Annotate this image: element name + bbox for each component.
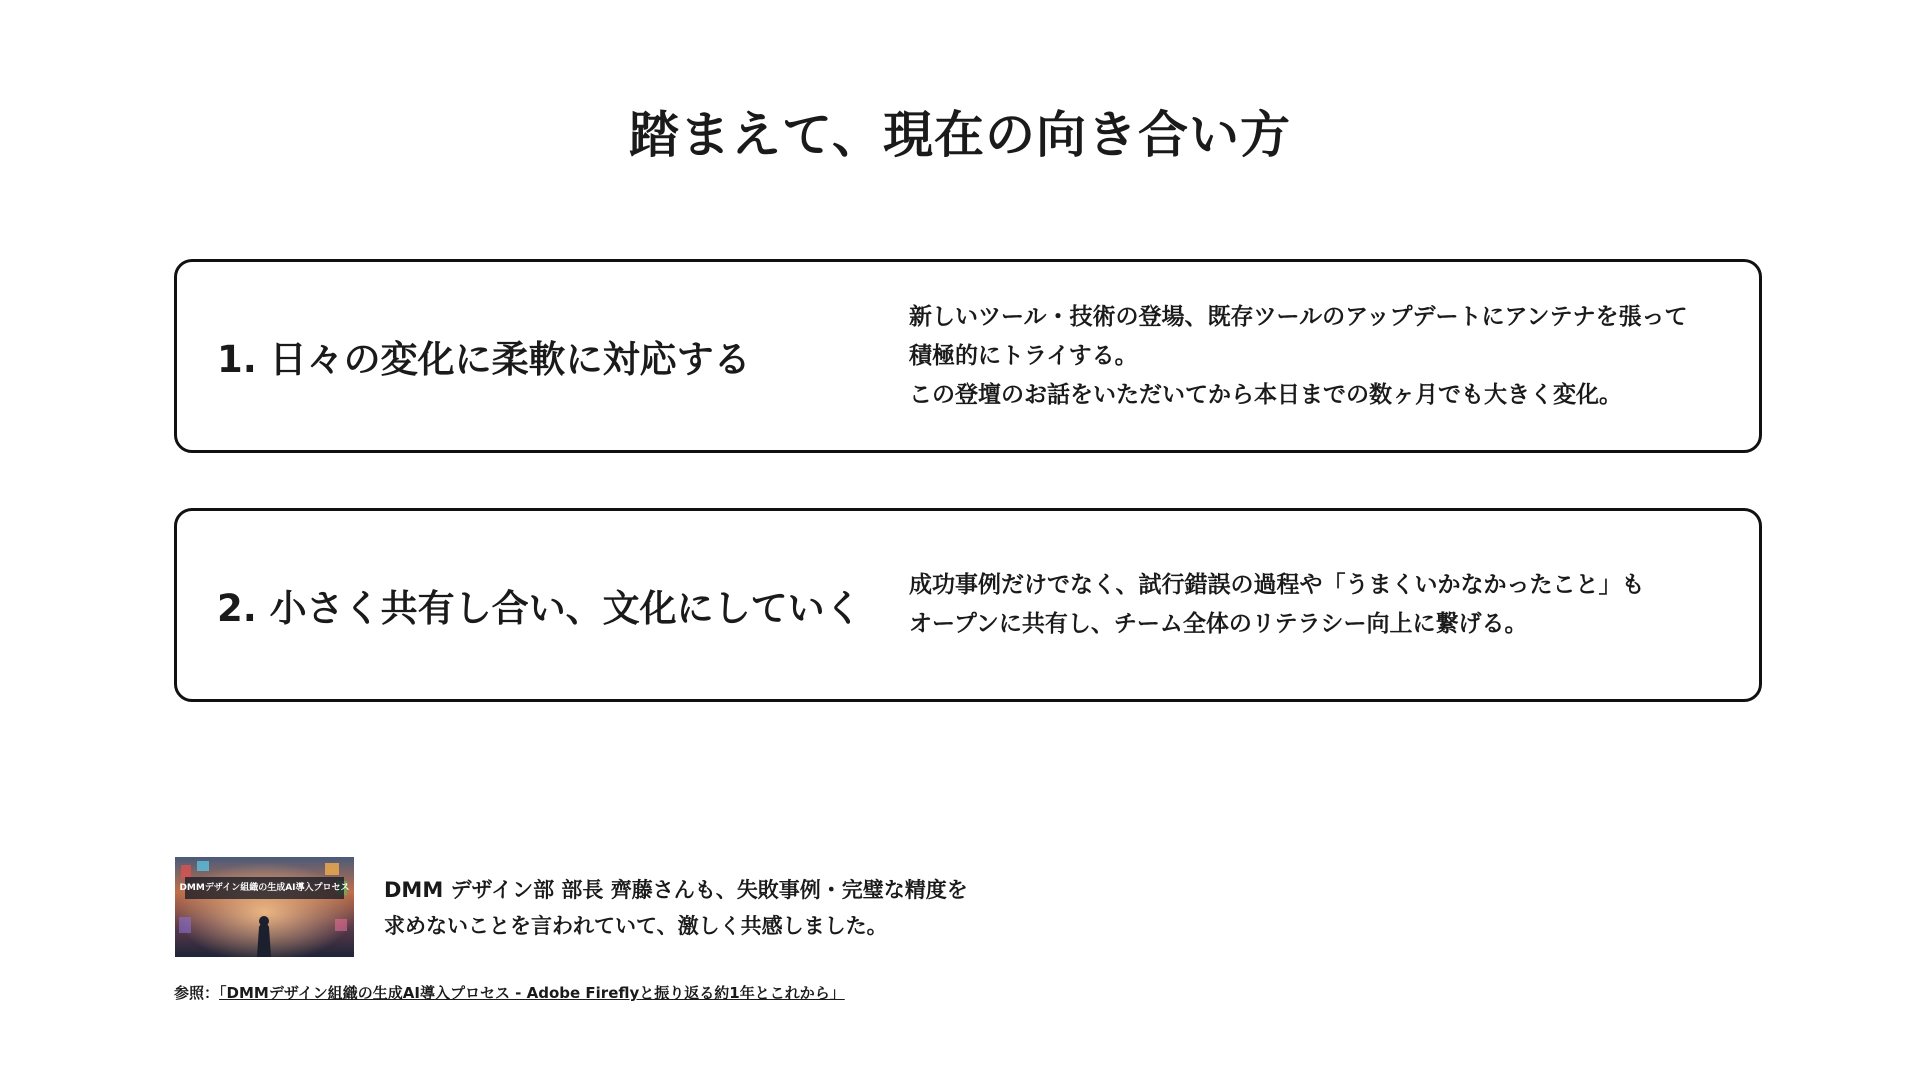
point-heading-1: 1. 日々の変化に柔軟に対応する	[217, 338, 751, 381]
description-line: 新しいツール・技術の登場、既存ツールのアップデートにアンテナを張って	[909, 303, 1688, 330]
reference-citation	[174, 982, 845, 1003]
point-card-1	[174, 259, 1762, 453]
point-heading-2: 2. 小さく共有し合い、文化にしていく	[217, 587, 862, 630]
description-line: 成功事例だけでなく、試行錯誤の過程や「うまくいかなかったこと」も	[909, 572, 1645, 598]
slide-title: 踏まえて、現在の向き合い方	[629, 106, 1291, 164]
thumbnail-illustration	[175, 857, 354, 957]
point-description-2	[909, 511, 1739, 699]
thumbnail-caption: DMMデザイン組織の生成AI導入プロセス	[179, 883, 350, 893]
note-line: 求めないことを言われていて、激しく共感しました。	[384, 914, 888, 938]
point-description-1	[909, 262, 1739, 450]
reference-thumbnail	[175, 857, 354, 957]
reference-prefix: 参照：	[174, 984, 220, 1002]
description-line: 積極的にトライする。	[909, 342, 1138, 369]
point-card-2	[174, 508, 1762, 702]
note-line: DMM デザイン部 部長 齊藤さんも、失敗事例・完璧な精度を	[384, 878, 968, 902]
reference-link[interactable]: 「DMMデザイン組織の生成AI導入プロセス - Adobe Fireflyと振り返る約1年とこれから」	[219, 984, 845, 1002]
supporting-note	[384, 872, 968, 944]
description-line: オープンに共有し、チーム全体のリテラシー向上に繋げる。	[909, 611, 1528, 637]
description-line: この登壇のお話をいただいてから本日までの数ヶ月でも大きく変化。	[909, 381, 1622, 408]
